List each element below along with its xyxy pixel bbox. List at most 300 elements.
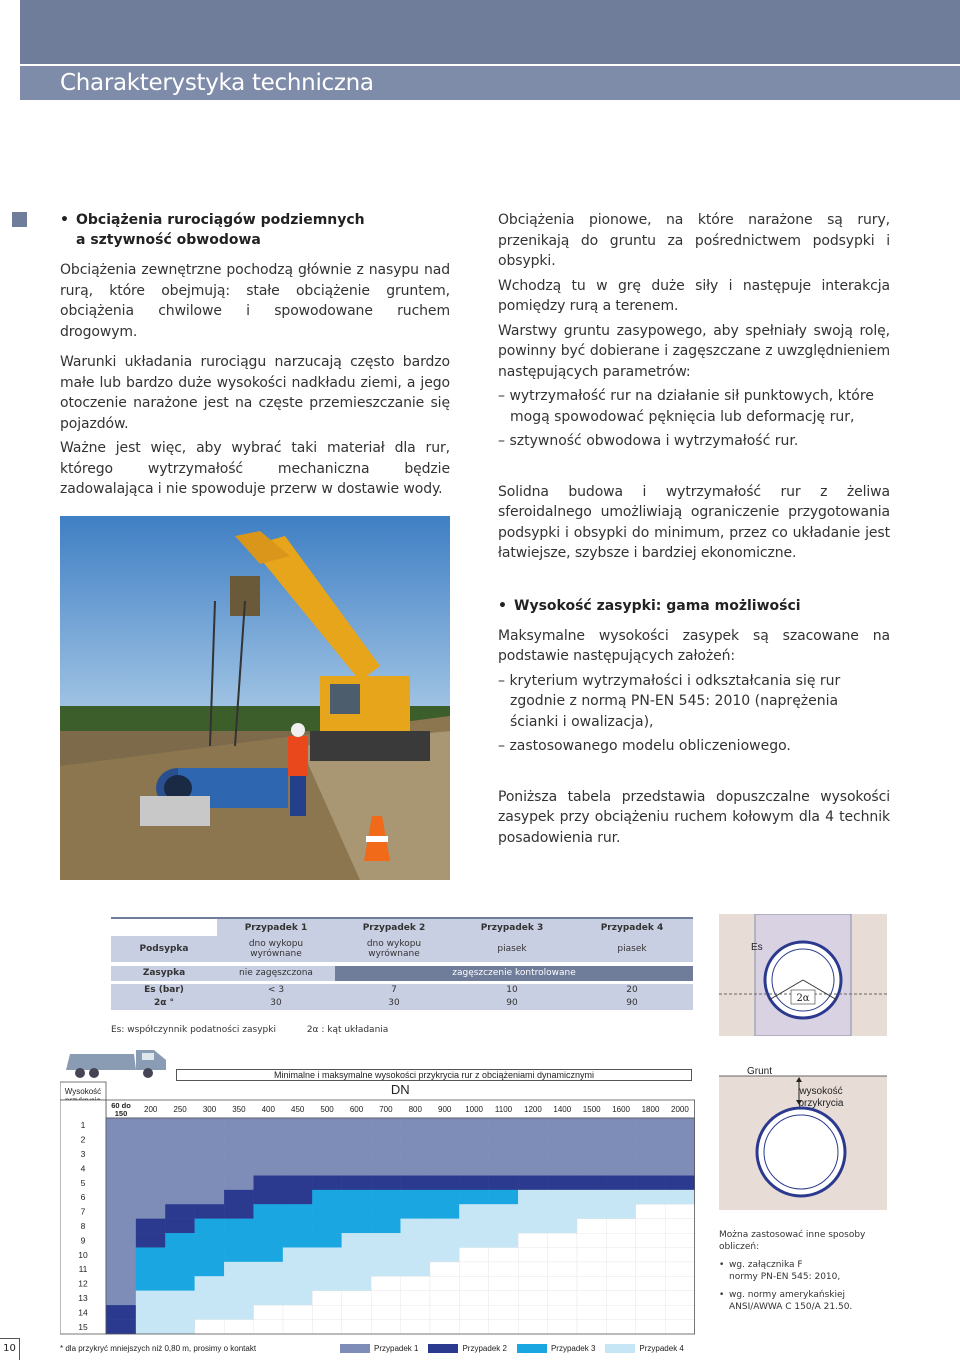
row-label: Zasypka <box>111 964 217 982</box>
heatmap-cell <box>283 1320 312 1334</box>
heatmap-cell <box>430 1147 459 1161</box>
heatmap-cell <box>224 1176 253 1190</box>
heatmap-cell <box>283 1305 312 1319</box>
heatmap-cell <box>106 1219 136 1233</box>
heatmap-cell <box>489 1262 518 1276</box>
heatmap-cell <box>254 1291 283 1305</box>
heatmap-cell <box>165 1305 194 1319</box>
row-label: 6 <box>80 1192 86 1203</box>
heatmap-cell <box>459 1161 488 1175</box>
heatmap-cell <box>636 1147 665 1161</box>
heatmap-cell <box>518 1161 547 1175</box>
height-label: przykrycia <box>798 1098 844 1109</box>
heatmap-cell <box>195 1219 224 1233</box>
heatmap-cell <box>106 1248 136 1262</box>
header-band <box>20 0 960 64</box>
column-header-label: 500 <box>320 1105 334 1114</box>
heatmap-cell <box>136 1176 165 1190</box>
heatmap-cell <box>342 1276 371 1290</box>
page-number: 10 <box>0 1338 20 1360</box>
heatmap-cell <box>606 1118 635 1132</box>
heatmap-cell <box>430 1204 459 1218</box>
column-header-label: 1500 <box>582 1105 601 1114</box>
column-header-label: 250 <box>173 1105 187 1114</box>
row-label: 15 <box>78 1321 88 1332</box>
heatmap-cell <box>459 1132 488 1146</box>
heatmap-cell <box>401 1291 430 1305</box>
table-cell: 90 <box>453 996 571 1010</box>
heatmap-cell <box>489 1219 518 1233</box>
heatmap-cell <box>489 1233 518 1247</box>
paragraph: Poniższa tabela przedstawia dopuszczalne wysokości zasypek przy obciążeniu ruchem kołowym dla 4 technik posadowienia rur. <box>498 788 890 846</box>
heatmap-cell <box>165 1118 194 1132</box>
column-header-label: 200 <box>144 1105 158 1114</box>
column-header-label: 1200 <box>524 1105 542 1114</box>
heatmap-cell <box>518 1176 547 1190</box>
heatmap-cell <box>606 1320 635 1334</box>
legend-item: Przypadek 1 <box>340 1344 418 1353</box>
heatmap-cell <box>371 1204 400 1218</box>
heatmap-cell <box>430 1291 459 1305</box>
heatmap-cell <box>636 1305 665 1319</box>
heatmap-cell <box>136 1320 165 1334</box>
heatmap-cell <box>401 1233 430 1247</box>
heatmap-cell <box>459 1204 488 1218</box>
heatmap-cell <box>518 1233 547 1247</box>
cover-height-diagram <box>719 1064 887 1210</box>
heatmap-cell <box>636 1204 665 1218</box>
heatmap-cell <box>371 1118 400 1132</box>
heatmap-cell <box>606 1204 635 1218</box>
heatmap-cell <box>342 1233 371 1247</box>
heatmap-cell <box>283 1233 312 1247</box>
heatmap-cell <box>165 1233 194 1247</box>
paragraph: Wchodzą tu w grę duże siły i następuje interakcja pomiędzy rurą a terenem. <box>498 277 890 314</box>
heatmap-cell <box>371 1248 400 1262</box>
paragraph: Solidna budowa i wytrzymałość rur z żeliwa sferoidalnego umożliwiają ograniczenie przygotowania podsypki i obsypki do minimum, przez co układanie jest łatwiejsze, szybsze i bardziej ekonomiczne. <box>498 483 890 561</box>
heatmap-cell <box>606 1161 635 1175</box>
heatmap-cell <box>195 1147 224 1161</box>
section-marker <box>12 212 27 227</box>
heatmap-cell <box>195 1305 224 1319</box>
legend-swatch <box>517 1344 547 1353</box>
heatmap-cell <box>195 1161 224 1175</box>
heatmap-cell <box>577 1262 606 1276</box>
table-header-cell: Przypadek 1 <box>217 918 335 936</box>
heatmap-cell <box>342 1204 371 1218</box>
heatmap-cell <box>606 1132 635 1146</box>
heatmap-cell <box>548 1305 577 1319</box>
heatmap-cell <box>401 1219 430 1233</box>
heatmap-cell <box>312 1147 341 1161</box>
heatmap-cell <box>165 1190 194 1204</box>
heatmap-cell <box>312 1291 341 1305</box>
heatmap-cell <box>548 1118 577 1132</box>
title-bar <box>20 64 960 100</box>
heatmap-cell <box>518 1305 547 1319</box>
table-cell: piasek <box>571 936 693 964</box>
legend-item: Przypadek 2 <box>428 1344 506 1353</box>
heatmap-cell <box>548 1204 577 1218</box>
heatmap-cell <box>224 1219 253 1233</box>
heatmap-cell <box>254 1262 283 1276</box>
heatmap-cell <box>136 1204 165 1218</box>
row-label: 2 <box>80 1134 86 1145</box>
heatmap-cell <box>195 1233 224 1247</box>
table-cell: zagęszczenie kontrolowane <box>335 964 693 982</box>
heatmap-cell <box>371 1262 400 1276</box>
heatmap-cell <box>106 1204 136 1218</box>
heatmap-cell <box>283 1276 312 1290</box>
row-label: 13 <box>78 1293 88 1303</box>
heatmap-cell <box>283 1118 312 1132</box>
grunt-label: Grunt <box>747 1066 773 1077</box>
heatmap-cell <box>165 1176 194 1190</box>
heatmap-cell <box>577 1248 606 1262</box>
column-header-label: 400 <box>261 1105 275 1114</box>
heatmap-cell <box>224 1276 253 1290</box>
heatmap-cell <box>401 1276 430 1290</box>
row-label: 4 <box>80 1163 86 1174</box>
heatmap-cell <box>165 1320 194 1334</box>
heatmap-cell <box>401 1190 430 1204</box>
heatmap-cell <box>606 1291 635 1305</box>
heatmap-cell <box>548 1248 577 1262</box>
heatmap-cell <box>665 1305 694 1319</box>
heatmap-cell <box>136 1161 165 1175</box>
heatmap-cell <box>489 1147 518 1161</box>
heatmap-cell <box>224 1233 253 1247</box>
heatmap-cell <box>489 1291 518 1305</box>
heatmap-cell <box>665 1118 694 1132</box>
table-row <box>111 982 693 996</box>
heatmap-cell <box>430 1219 459 1233</box>
paragraph: Warunki układania rurociągu narzucają często bardzo małe lub bardzo duże wysokości nadkładu ziemi, a jego otoczenie narażone jest na częste przemieszczanie się pojazdów. <box>60 354 450 432</box>
paragraph: Maksymalne wysokości zasypek są szacowane na podstawie następujących założeń: <box>498 627 890 664</box>
heatmap-cell <box>636 1190 665 1204</box>
es-label: Es <box>751 942 763 953</box>
heatmap-cell <box>577 1305 606 1319</box>
heatmap-cell <box>548 1176 577 1190</box>
heatmap-cell <box>430 1132 459 1146</box>
table-cell: 20 <box>571 982 693 996</box>
heatmap-cell <box>636 1118 665 1132</box>
legend-es: Es: współczynnik podatności zasypki <box>111 1025 276 1035</box>
column-header-label: 450 <box>291 1105 305 1114</box>
row-label: 3 <box>80 1149 86 1159</box>
table-header-cell: Przypadek 3 <box>453 918 571 936</box>
column-header-label: 700 <box>379 1105 393 1114</box>
heatmap-cell <box>106 1147 136 1161</box>
heatmap-cell <box>224 1118 253 1132</box>
heatmap-cell <box>283 1132 312 1146</box>
heatmap-cell <box>459 1305 488 1319</box>
heatmap-cell <box>636 1161 665 1175</box>
heatmap-cell <box>459 1147 488 1161</box>
heatmap-cell <box>430 1305 459 1319</box>
heatmap-cell <box>106 1262 136 1276</box>
heatmap-cell <box>401 1118 430 1132</box>
heatmap-cell <box>459 1118 488 1132</box>
heatmap-cell <box>577 1118 606 1132</box>
legend-swatch <box>428 1344 458 1353</box>
heatmap-cell <box>371 1132 400 1146</box>
heatmap-cell <box>224 1204 253 1218</box>
heatmap-cell <box>606 1305 635 1319</box>
heatmap-cell <box>459 1262 488 1276</box>
heatmap-cell <box>371 1233 400 1247</box>
legend-alpha: 2α : kąt układania <box>306 1025 389 1035</box>
heatmap-cell <box>342 1219 371 1233</box>
heatmap-cell <box>342 1262 371 1276</box>
heatmap-cell <box>136 1233 165 1247</box>
list-item: – kryterium wytrzymałości i odkształcania się rur zgodnie z normą PN-EN 545: 2010 (naprężenia ścianki i owalizacja), <box>498 672 841 730</box>
installation-cases-table <box>111 917 693 1010</box>
heatmap-cell <box>224 1190 253 1204</box>
table-header-cell: Przypadek 4 <box>571 918 693 936</box>
heatmap-cell <box>430 1190 459 1204</box>
heatmap-cell <box>224 1161 253 1175</box>
heatmap-cell <box>106 1320 136 1334</box>
heatmap-cell <box>195 1204 224 1218</box>
table-cell: 90 <box>571 996 693 1010</box>
heatmap-cell <box>636 1132 665 1146</box>
row-label: Es (bar) <box>111 982 217 996</box>
heatmap-cell <box>548 1190 577 1204</box>
column-header-label: 1600 <box>612 1105 630 1114</box>
row-label: 11 <box>78 1264 88 1275</box>
heatmap-cell <box>224 1305 253 1319</box>
heatmap-cell <box>665 1132 694 1146</box>
row-label: Podsypka <box>111 936 217 964</box>
heatmap-cell <box>165 1132 194 1146</box>
heatmap-cell <box>665 1176 694 1190</box>
heatmap-cell <box>136 1291 165 1305</box>
heatmap-cell <box>165 1161 194 1175</box>
heatmap-cell <box>548 1147 577 1161</box>
heatmap-cell <box>665 1291 694 1305</box>
heatmap-cell <box>665 1219 694 1233</box>
heatmap-cell <box>548 1262 577 1276</box>
heatmap-cell <box>195 1176 224 1190</box>
heatmap-cell <box>518 1204 547 1218</box>
heatmap-cell <box>577 1147 606 1161</box>
heatmap-cell <box>342 1305 371 1319</box>
column-header-label: 1800 <box>641 1105 660 1114</box>
heatmap-cell <box>636 1320 665 1334</box>
heatmap-cell <box>224 1147 253 1161</box>
heatmap-cell <box>636 1291 665 1305</box>
heatmap-cell <box>430 1233 459 1247</box>
alpha-label: 2α <box>796 993 810 1004</box>
paragraph: Obciążenia zewnętrzne pochodzą głównie z nasypu nad rurą, które obejmują: stałe obciążenie gruntem, obciążenia chwilowe i spowodowane ruchem drogowym. <box>60 262 450 340</box>
heatmap-cell <box>224 1262 253 1276</box>
heatmap-cell <box>312 1262 341 1276</box>
column-header-label: 900 <box>438 1105 452 1114</box>
height-label: wysokość <box>799 1086 843 1097</box>
legend-swatch <box>340 1344 370 1353</box>
heatmap-cell <box>224 1320 253 1334</box>
heatmap-cell <box>518 1262 547 1276</box>
heatmap-cell <box>489 1132 518 1146</box>
heatmap-cell <box>577 1161 606 1175</box>
heatmap-cell <box>283 1262 312 1276</box>
heatmap-cell <box>136 1190 165 1204</box>
heatmap-cell <box>195 1320 224 1334</box>
heatmap-cell <box>283 1161 312 1175</box>
column-header-label: 600 <box>349 1105 364 1114</box>
heatmap-cell <box>430 1176 459 1190</box>
heatmap-cell <box>106 1118 136 1132</box>
heatmap-cell <box>312 1132 341 1146</box>
heatmap-cell <box>283 1248 312 1262</box>
heatmap-cell <box>312 1118 341 1132</box>
heatmap-cell <box>518 1320 547 1334</box>
heatmap-cell <box>636 1219 665 1233</box>
heatmap-cell <box>312 1248 341 1262</box>
heatmap-cell <box>165 1147 194 1161</box>
column-header-label: 150 <box>114 1109 128 1118</box>
heatmap-cell <box>401 1204 430 1218</box>
heatmap-cell <box>312 1276 341 1290</box>
heatmap-cell <box>342 1118 371 1132</box>
heatmap-cell <box>283 1147 312 1161</box>
table-row <box>111 964 693 982</box>
heatmap-cell <box>606 1190 635 1204</box>
heatmap-cell <box>489 1176 518 1190</box>
heatmap-cell <box>606 1233 635 1247</box>
heatmap-cell <box>195 1118 224 1132</box>
column-header-label: 1000 <box>465 1105 483 1114</box>
heatmap-cell <box>401 1147 430 1161</box>
table-cell: 30 <box>217 996 335 1010</box>
heatmap-cell <box>342 1248 371 1262</box>
heatmap-cell <box>254 1118 283 1132</box>
heatmap-cell <box>606 1262 635 1276</box>
heatmap-cell <box>312 1233 341 1247</box>
heatmap-cell <box>165 1262 194 1276</box>
heatmap-cell <box>283 1204 312 1218</box>
heatmap-cell <box>342 1320 371 1334</box>
heatmap-cell <box>577 1276 606 1290</box>
heatmap-cell <box>548 1291 577 1305</box>
heatmap-cell <box>312 1176 341 1190</box>
heatmap-cell <box>401 1176 430 1190</box>
list-item: • wg. normy amerykańskiej ANSI/AWWA C 150/A 21.50. <box>719 1289 889 1313</box>
table-cell: dno wykopu wyrównane <box>217 936 335 964</box>
heatmap-cell <box>459 1190 488 1204</box>
row-label: 9 <box>80 1235 86 1246</box>
heatmap-cell <box>254 1132 283 1146</box>
heatmap-cell <box>606 1248 635 1262</box>
heatmap-cell <box>577 1291 606 1305</box>
column-header-label: 350 <box>232 1105 246 1114</box>
table-cell: 30 <box>335 996 453 1010</box>
row-label: 2α ° <box>111 996 217 1010</box>
heatmap-cell <box>430 1161 459 1175</box>
table-legend <box>111 1025 416 1035</box>
footnote: * dla przykryć mniejszych niż 0,80 m, prosimy o kontakt <box>60 1344 257 1353</box>
heatmap-cell <box>195 1276 224 1290</box>
heatmap-cell <box>577 1233 606 1247</box>
right-column <box>498 210 890 848</box>
heatmap-cell <box>548 1233 577 1247</box>
heatmap-cell <box>489 1190 518 1204</box>
heatmap-cell <box>636 1233 665 1247</box>
heatmap-cell <box>165 1291 194 1305</box>
heatmap-cell <box>548 1320 577 1334</box>
row-label: 14 <box>78 1307 88 1318</box>
heatmap-cell <box>195 1262 224 1276</box>
chart-title: Minimalne i maksymalne wysokości przykrycia rur z obciążeniami dynamicznymi <box>176 1069 692 1081</box>
heatmap-cell <box>518 1248 547 1262</box>
heatmap-cell <box>665 1204 694 1218</box>
heatmap-cell <box>548 1161 577 1175</box>
heading-loads: • Obciążenia rurociągów podziemnych a sztywność obwodowa <box>60 210 450 250</box>
paragraph: Ważne jest więc, aby wybrać taki materiał dla rur, którego wytrzymałość mechaniczna będzie zadowalająca i nie spowoduje przerw w dostawie wody. <box>60 440 450 497</box>
legend-swatch <box>605 1344 635 1353</box>
heatmap-cell <box>518 1118 547 1132</box>
heatmap-cell <box>254 1233 283 1247</box>
row-label: 8 <box>80 1221 86 1231</box>
heatmap-cell <box>165 1248 194 1262</box>
table-cell: nie zagęszczona <box>217 964 335 982</box>
heatmap-cell <box>577 1132 606 1146</box>
heatmap-cell <box>459 1219 488 1233</box>
table-cell: piasek <box>453 936 571 964</box>
heatmap-cell <box>254 1176 283 1190</box>
heatmap-cell <box>136 1262 165 1276</box>
heatmap-cell <box>518 1291 547 1305</box>
row-label: 7 <box>80 1206 86 1217</box>
table-cell: 7 <box>335 982 453 996</box>
heatmap-cell <box>489 1118 518 1132</box>
heatmap-cell <box>459 1176 488 1190</box>
column-header-row <box>106 1100 695 1118</box>
legend-item: Przypadek 3 <box>517 1344 595 1353</box>
heatmap-cell <box>371 1147 400 1161</box>
column-header-label: 2000 <box>671 1105 689 1114</box>
chart-legend <box>340 1344 694 1353</box>
heatmap-cell <box>636 1276 665 1290</box>
heatmap-cell <box>195 1291 224 1305</box>
heatmap-cell <box>518 1276 547 1290</box>
heatmap-cell <box>518 1132 547 1146</box>
heatmap-cell <box>606 1219 635 1233</box>
heatmap-cell <box>518 1190 547 1204</box>
heatmap-cell <box>136 1276 165 1290</box>
list-item: • wg. załącznika F normy PN-EN 545: 2010, <box>719 1259 889 1283</box>
heatmap-cell <box>106 1132 136 1146</box>
bedding-diagram <box>719 914 887 1036</box>
heatmap-cell <box>577 1204 606 1218</box>
heatmap-cell <box>312 1219 341 1233</box>
heatmap-cell <box>371 1161 400 1175</box>
column-header-label: 1100 <box>494 1105 513 1114</box>
heatmap-cell <box>430 1262 459 1276</box>
heatmap-cell <box>430 1118 459 1132</box>
column-header-label: 800 <box>408 1105 422 1114</box>
heatmap-cell <box>636 1176 665 1190</box>
heatmap-cell <box>371 1219 400 1233</box>
heatmap-cell <box>606 1176 635 1190</box>
column-header-label: 1400 <box>553 1105 572 1114</box>
heatmap-cell <box>489 1276 518 1290</box>
heatmap-cell <box>342 1161 371 1175</box>
calculation-notes: Można zastosować inne sposoby obliczeń: • wg. załącznika F normy PN-EN 545: 2010, • wg. normy amerykańskiej ANSI/AWWA C 150/A 21.50. <box>719 1229 889 1313</box>
heatmap-cell <box>254 1161 283 1175</box>
heatmap-cell <box>489 1320 518 1334</box>
